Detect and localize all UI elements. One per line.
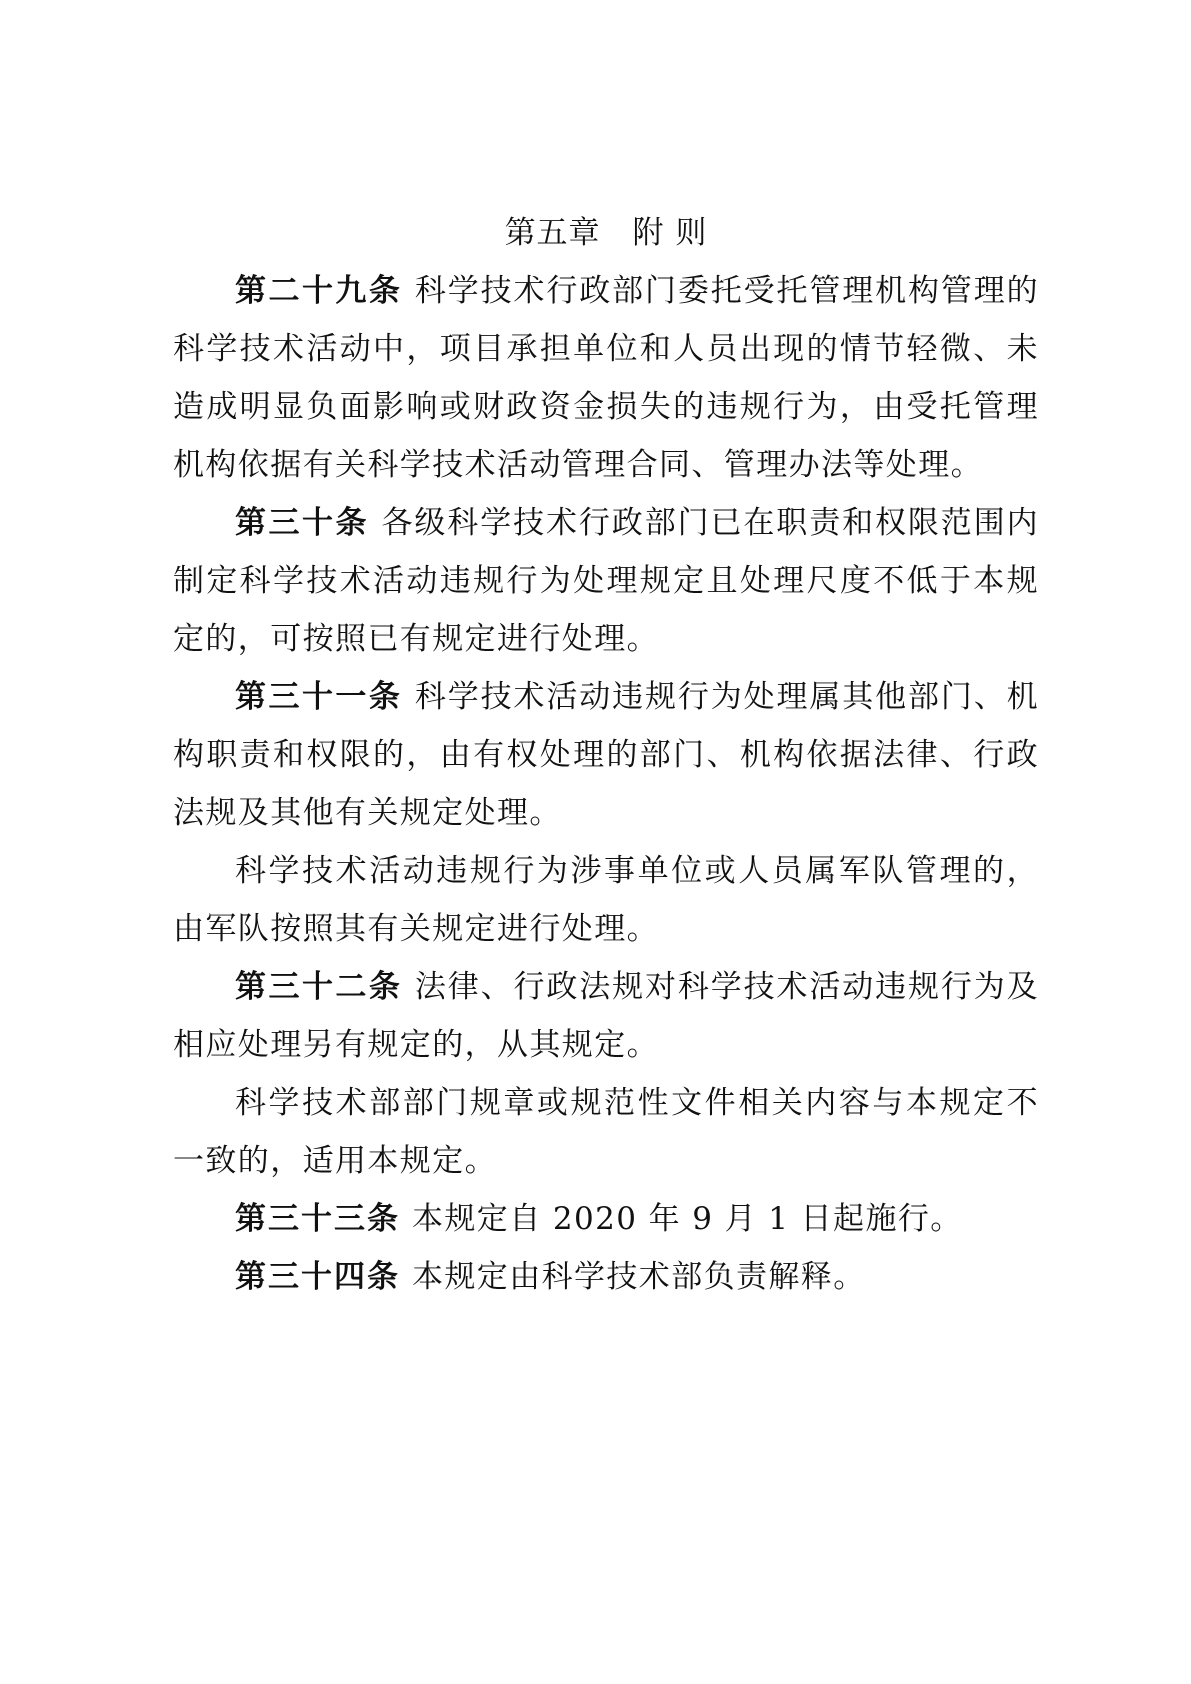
- article-text: 本规定由科学技术部负责解释。: [412, 1259, 866, 1295]
- article-33: [173, 1190, 1039, 1248]
- article-text: 科学技术活动违规行为处理属其他部门、机构职责和权限的，由有权处理的部门、机构依据法律、行政法规及其他有关规定处理。: [173, 679, 1039, 831]
- article-31-continuation: 科学技术活动违规行为涉事单位或人员属军队管理的，由军队按照其有关规定进行处理。: [173, 853, 1039, 947]
- document-body: [173, 204, 1039, 1306]
- article-number: 第二十九条: [235, 273, 403, 309]
- article-32: [173, 958, 1039, 1074]
- article-number: 第三十条: [235, 505, 369, 541]
- chapter-title: 第五章 附 则: [504, 215, 708, 251]
- article-text: 各级科学技术行政部门已在职责和权限范围内制定科学技术活动违规行为处理规定且处理尺度不低于本规定的，可按照已有规定进行处理。: [173, 505, 1039, 657]
- article-text: 本规定自 2020 年 9 月 1 日起施行。: [412, 1201, 963, 1237]
- article-34: [173, 1248, 1039, 1306]
- article-32-continuation: 科学技术部部门规章或规范性文件相关内容与本规定不一致的，适用本规定。: [173, 1085, 1039, 1179]
- article-text: 科学技术行政部门委托受托管理机构管理的科学技术活动中，项目承担单位和人员出现的情节轻微、未造成明显负面影响或财政资金损失的违规行为，由受托管理机构依据有关科学技术活动管理合同、管理办法等处理。: [173, 273, 1039, 483]
- article-29: [173, 262, 1039, 494]
- article-number: 第三十四条: [235, 1259, 400, 1295]
- article-30: [173, 494, 1039, 668]
- article-text: 法律、行政法规对科学技术活动违规行为及相应处理另有规定的，从其规定。: [173, 969, 1039, 1063]
- article-number: 第三十三条: [235, 1201, 400, 1237]
- article-number: 第三十二条: [235, 969, 403, 1005]
- article-number: 第三十一条: [235, 679, 403, 715]
- article-31: [173, 668, 1039, 842]
